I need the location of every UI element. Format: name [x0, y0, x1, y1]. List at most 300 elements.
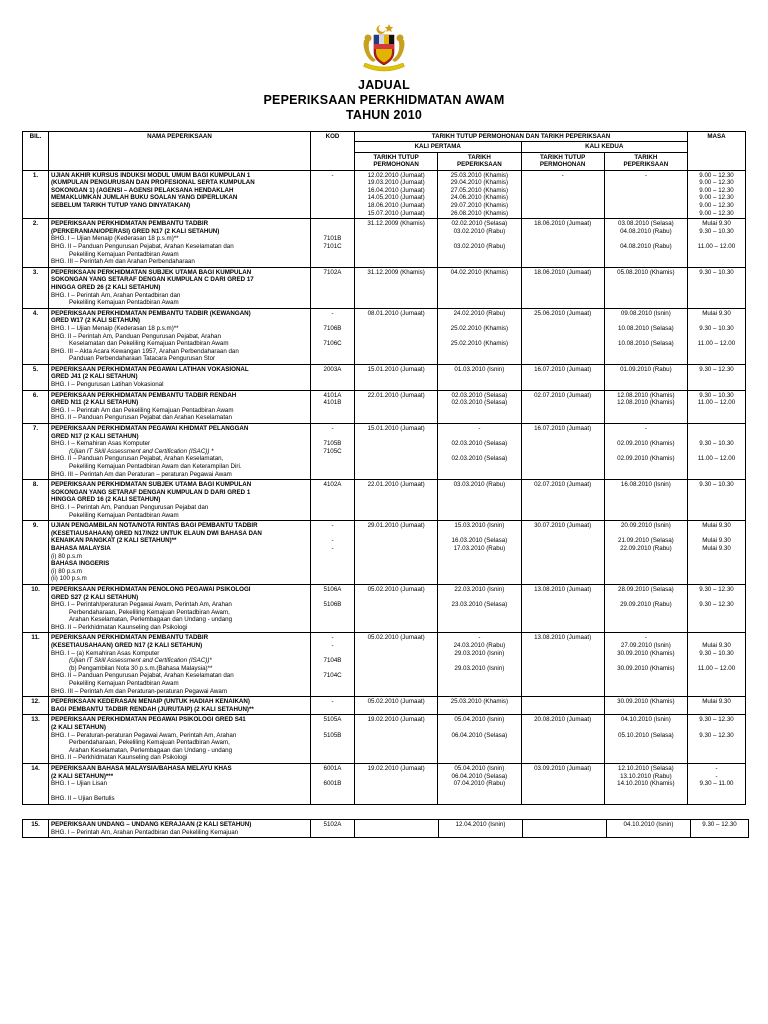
- cell-peperiksaan-pertama-line: 29.07.2010 (Khamis): [450, 202, 509, 209]
- nama-line: KENAIKAN PANGKAT (2 KALI SETAHUN)**: [51, 537, 177, 545]
- exam-schedule-table-continued: [22, 819, 749, 838]
- nama-line: PEPERIKSAAN PERKHIDMATAN SUBJEK UTAMA BAGI KUMPULAN: [51, 481, 252, 489]
- cell-peperiksaan-pertama-line: 25.03.2010 (Khamis): [450, 698, 509, 706]
- nama-line: (KESETIAUSAHAAN) GRED N17/N22 UNTUK ELAUN DWI BAHASA DAN: [51, 529, 262, 537]
- cell-peperiksaan-kedua-line: 12.10.2010 (Selasa): [618, 764, 674, 772]
- nama-line: (i) 80 p.s.m: [51, 552, 82, 560]
- nama-line: BAGI PEMBANTU TADBIR RENDAH (JURUTAIP) (2 KALI SETAHUN)**: [51, 705, 254, 713]
- cell-peperiksaan-kedua: [604, 364, 687, 390]
- cell-masa-line: 9.30 – 11.00: [699, 780, 734, 788]
- nama-line: PEPERIKSAAN KEDERASAN MENAIP (UNTUK HADIAH KENAIKAN): [51, 698, 250, 706]
- cell-masa-line: 9.30 – 12.30: [699, 601, 734, 609]
- cell-masa-line: [690, 235, 743, 243]
- cell-tutup-kedua: [521, 364, 604, 390]
- cell-peperiksaan-pertama-line: 26.08.2010 (Khamis): [450, 209, 509, 217]
- cell-tutup-pertama-line: 19.02.2010 (Jumaat): [367, 764, 425, 772]
- table-row: [23, 364, 746, 390]
- cell-masa-line: 9.30 – 10.30: [699, 391, 734, 399]
- table-row: [23, 715, 746, 764]
- cell-kod: [311, 819, 355, 837]
- cell-bil: 6.: [23, 390, 49, 423]
- cell-masa-line: Mulai 9.30: [702, 642, 731, 650]
- cell-peperiksaan-pertama-line: 06.04.2010 (Selasa): [451, 772, 508, 780]
- col-header-tarikh-group: TARIKH TUTUP PERMOHONAN DAN TARIKH PEPERIKSAAN: [355, 132, 688, 142]
- cell-peperiksaan-pertama-line: 25.02.2010 (Khamis): [450, 340, 509, 348]
- cell-tutup-kedua: [521, 763, 604, 804]
- cell-tutup-kedua: [523, 819, 607, 837]
- cell-tutup-pertama: [355, 521, 438, 585]
- cell-tutup-kedua-line: [525, 821, 604, 829]
- cell-tutup-kedua: [521, 424, 604, 480]
- cell-masa-line: [690, 425, 743, 433]
- cell-tutup-pertama: [355, 480, 438, 521]
- cell-masa: [688, 633, 746, 697]
- cell-tutup-kedua: [521, 521, 604, 585]
- cell-peperiksaan-pertama-line: 29.03.2010 (Isnin): [454, 649, 505, 657]
- cell-masa-line: 9.30 – 12.30: [699, 716, 734, 724]
- cell-peperiksaan-pertama-line: 05.04.2010 (Isnin): [454, 716, 505, 724]
- nama-line: BHG. I – Perintah Am dan Pekeliling Kemajuan Pentadbiran Awam: [51, 406, 234, 414]
- table-row: [23, 390, 746, 423]
- table-row: [23, 697, 746, 715]
- cell-nama-peperiksaan: [49, 763, 311, 804]
- cell-peperiksaan-pertama-line: [440, 333, 518, 341]
- cell-tutup-pertama-line: 14.05.2010 (Jumaat): [367, 194, 425, 202]
- cell-nama-peperiksaan: [49, 584, 311, 633]
- cell-tutup-pertama-line: 12.02.2010 (Jumaat): [367, 171, 425, 179]
- nama-line: GRED J41 (2 KALI SETAHUN): [51, 373, 138, 381]
- cell-peperiksaan-pertama-line: 04.02.2010 (Khamis): [450, 268, 509, 276]
- title-line-1: JADUAL: [358, 78, 410, 92]
- cell-peperiksaan-pertama-line: 17.03.2010 (Rabu): [453, 544, 506, 552]
- nama-line: BHG. I – Ujian Lisan: [51, 780, 108, 788]
- nama-line: PEPERIKSAAN PERKHIDMATAN SUBJEK UTAMA BAGI KUMPULAN: [51, 268, 252, 276]
- cell-nama-peperiksaan: [49, 633, 311, 697]
- cell-kod-line: [313, 317, 352, 325]
- cell-masa: [688, 170, 746, 219]
- nama-line: BHG. I – Ujian Menaip (Kederasan 18 p.s.m)**: [51, 324, 179, 332]
- cell-tutup-kedua-line: 13.08.2010 (Jumaat): [534, 634, 592, 642]
- cell-peperiksaan-pertama: [438, 633, 521, 697]
- cell-kod-line: -: [331, 698, 334, 706]
- cell-tutup-kedua-line: 03.09.2010 (Jumaat): [534, 764, 592, 772]
- cell-peperiksaan-kedua-line: [607, 317, 685, 325]
- cell-peperiksaan-pertama-line: [440, 594, 518, 602]
- cell-nama-peperiksaan: [49, 364, 311, 390]
- cell-peperiksaan-pertama: [438, 424, 521, 480]
- cell-tutup-pertama-line: 18.06.2010 (Jumaat): [367, 202, 425, 209]
- cell-bil: 5.: [23, 364, 49, 390]
- cell-masa: [688, 521, 746, 585]
- cell-masa: [688, 584, 746, 633]
- cell-peperiksaan-pertama: [438, 715, 521, 764]
- cell-peperiksaan-kedua-line: 09.08.2010 (Isnin): [620, 309, 671, 317]
- cell-peperiksaan-kedua-line: 01.09.2010 (Rabu): [620, 365, 672, 373]
- table-body: [23, 170, 746, 804]
- cell-peperiksaan-kedua-line: 16.08.2010 (Isnin): [620, 481, 671, 489]
- cell-kod-line: 4102A: [323, 481, 342, 489]
- cell-peperiksaan-kedua: [604, 170, 687, 219]
- cell-tutup-pertama-line: 08.01.2010 (Jumaat): [367, 309, 425, 317]
- cell-kod-line: 7101B: [323, 235, 342, 243]
- cell-masa-line: [690, 333, 743, 341]
- cell-tutup-kedua: [521, 584, 604, 633]
- col-header-pep-1: TARIKH PEPERIKSAAN: [438, 152, 521, 170]
- cell-peperiksaan-kedua-line: 02.09.2010 (Khamis): [617, 455, 675, 463]
- cell-tutup-kedua: [521, 697, 604, 715]
- col-header-pep-2: TARIKH PEPERIKSAAN: [604, 152, 687, 170]
- table-row: [23, 219, 746, 268]
- cell-masa-line: 9.30 – 10.30: [699, 324, 734, 332]
- cell-kod-line: 4101A: [323, 391, 342, 399]
- cell-masa-line: -: [715, 764, 718, 772]
- cell-peperiksaan-pertama-line: 07.04.2010 (Rabu): [453, 780, 506, 788]
- nama-line: SOKONGAN 1) (AGENSI – AGENSI PELAKSANA HENDAKLAH: [51, 186, 234, 194]
- cell-peperiksaan-kedua-line: 29.09.2010 (Rabu): [620, 601, 672, 609]
- cell-peperiksaan-kedua-line: 27.09.2010 (Isnin): [620, 642, 671, 650]
- nama-line: BHG. III – Akta Acara Kewangan 1957, Arahan Perbendaharaan dan: [51, 347, 239, 355]
- cell-kod-line: 7102A: [323, 268, 342, 276]
- cell-kod-line: -: [331, 425, 334, 433]
- cell-kod: [311, 697, 355, 715]
- cell-bil: 4.: [23, 308, 49, 364]
- cell-peperiksaan-kedua-line: 30.09.2010 (Khamis): [617, 649, 675, 657]
- cell-peperiksaan-pertama-line: [440, 317, 518, 325]
- cell-peperiksaan-kedua-line: 14.10.2010 (Khamis): [617, 780, 675, 788]
- cell-peperiksaan-kedua-line: [607, 235, 685, 243]
- cell-tutup-pertama: [355, 267, 438, 308]
- cell-tutup-pertama-line: 15.07.2010 (Jumaat): [367, 209, 425, 217]
- cell-masa-line: 9.30 – 10.30: [699, 649, 734, 657]
- cell-tutup-pertama-line: 19.02.2010 (Jumaat): [367, 716, 425, 724]
- nama-line: (KESETIAUSAHAAN) GRED N17 (2 KALI SETAHUN): [51, 642, 203, 650]
- nama-line: PEPERIKSAAN PERKHIDMATAN PEMBANTU TADBIR: [51, 634, 209, 642]
- cell-peperiksaan-pertama: [438, 364, 521, 390]
- cell-peperiksaan-kedua-line: 04.08.2010 (Rabu): [620, 227, 672, 235]
- cell-peperiksaan-kedua-line: 28.09.2010 (Selasa): [618, 585, 674, 593]
- nama-line: Perbendaharaan, Pekeliling Kemajuan Pentadbiran Awam,: [69, 739, 230, 747]
- cell-kod: [311, 633, 355, 697]
- nama-line: Panduan Perbendaharaan Tatacara Pengurusan Stor: [69, 355, 216, 363]
- cell-peperiksaan-pertama: [438, 267, 521, 308]
- cell-kod-line: 7104C: [323, 672, 342, 680]
- cell-masa-line: 9.30 – 10.30: [699, 440, 734, 448]
- cell-kod: [311, 364, 355, 390]
- cell-tutup-pertama: [355, 219, 438, 268]
- nama-line: BHG. II – Panduan Pengurusan Pejabat, Arahan Keselamatan dan: [51, 672, 234, 680]
- col-header-tutup-2: TARIKH TUTUP PERMOHONAN: [521, 152, 604, 170]
- cell-bil: 2.: [23, 219, 49, 268]
- cell-peperiksaan-pertama-line: 16.03.2010 (Selasa): [451, 537, 508, 545]
- cell-kod: [311, 715, 355, 764]
- nama-line: BAHASA INGGERIS: [51, 560, 110, 568]
- cell-peperiksaan-kedua: [604, 763, 687, 804]
- cell-peperiksaan-pertama-line: 05.04.2010 (Isnin): [454, 764, 505, 772]
- cell-masa-line: 9.30 – 10.30: [699, 268, 734, 276]
- cell-peperiksaan-pertama-line: [440, 657, 518, 665]
- cell-masa-line: 11.00 – 12.00: [697, 664, 736, 672]
- cell-peperiksaan-kedua: [604, 308, 687, 364]
- nama-line: BHG. II – Ujian Bertulis: [51, 795, 115, 803]
- cell-tutup-kedua-line: [524, 698, 602, 706]
- nama-line: PEPERIKSAAN PERKHIDMATAN PEMBANTU TADBIR (KEWANGAN): [51, 309, 251, 317]
- nama-line: Pekeliling Kemajuan Pentadbiran Awam: [69, 680, 179, 688]
- nama-line: SEBELUM TARIKH TUTUP YANG DINYATAKAN): [51, 202, 191, 209]
- cell-kod-line: -: [331, 642, 334, 650]
- cell-tutup-pertama: [355, 390, 438, 423]
- nama-line: PEPERIKSAAN UNDANG – UNDANG KERAJAAN (2 KALI SETAHUN): [51, 820, 252, 828]
- cell-kod-line: [313, 530, 352, 538]
- cell-peperiksaan-pertama-line: 24.02.2010 (Rabu): [453, 309, 506, 317]
- cell-tutup-kedua: [521, 390, 604, 423]
- table-row: [23, 521, 746, 585]
- nama-line: BHG. I – Kemahiran Asas Komputer: [51, 440, 151, 448]
- cell-peperiksaan-pertama: [438, 170, 521, 219]
- cell-masa-line: 9.00 – 12.30: [699, 186, 734, 194]
- cell-kod: [311, 424, 355, 480]
- cell-kod: [311, 521, 355, 585]
- cell-kod-line: 5105A: [323, 716, 342, 724]
- cell-kod-line: [313, 650, 352, 658]
- crest-container: [22, 22, 746, 74]
- table-row: [23, 819, 749, 837]
- cell-tutup-kedua-line: 16.07.2010 (Jumaat): [534, 425, 592, 433]
- cell-kod-line: 7105C: [323, 447, 342, 455]
- cell-masa-line: Mulai 9.30: [702, 309, 731, 317]
- cell-kod-line: [313, 773, 352, 781]
- cell-tutup-kedua: [521, 715, 604, 764]
- cell-masa-line: [690, 634, 743, 642]
- cell-tutup-pertama: [355, 697, 438, 715]
- cell-masa: [688, 364, 746, 390]
- cell-kod-line: 5106A: [323, 585, 342, 593]
- cell-masa: [688, 390, 746, 423]
- nama-line: SOKONGAN YANG SETARAF DENGAN KUMPULAN D DARI GRED 1: [51, 488, 251, 496]
- cell-bil: 11.: [23, 633, 49, 697]
- nama-line: Pekeliling Kemajuan Pentadbiran Awam: [69, 511, 179, 519]
- cell-peperiksaan-kedua-line: 10.08.2010 (Selasa): [618, 324, 674, 332]
- cell-masa-line: -: [715, 772, 718, 780]
- nama-line: BHG. II – Panduan Pengurusan Pejabat, Arahan Keselamatan,: [51, 455, 224, 463]
- cell-masa-line: 9.00 – 12.30: [699, 171, 734, 179]
- nama-line: BHG. I – Perintah Am, Arahan Pentadbiran dan Pekeliling Kemajuan: [51, 828, 239, 836]
- cell-peperiksaan-kedua-line: 03.08.2010 (Selasa): [618, 220, 674, 228]
- cell-masa-line: Mulai 9.30: [702, 698, 731, 706]
- cell-kod-line: -: [331, 522, 334, 530]
- nama-line: BAHASA MALAYSIA: [51, 544, 111, 552]
- cell-tutup-kedua-line: 02.07.2010 (Jumaat): [534, 481, 592, 489]
- nama-line: (b) Pengambilan Nota 30 p.s.m.(Bahasa Malaysia)**: [69, 664, 213, 672]
- cell-peperiksaan-kedua: [604, 633, 687, 697]
- cell-tutup-pertama-line: 16.04.2010 (Jumaat): [367, 186, 425, 194]
- cell-masa-line: [690, 724, 743, 732]
- cell-peperiksaan-kedua: [604, 584, 687, 633]
- col-header-kod: KOD: [311, 132, 355, 171]
- nama-line: PEPERIKSAAN PERKHIDMATAN PEGAWAI PSIKOLOGI GRED S41: [51, 716, 246, 724]
- cell-masa-line: 9.00 – 12.30: [699, 179, 734, 187]
- col-header-nama: NAMA PEPERIKSAAN: [49, 132, 311, 171]
- nama-line: HINGGA GRED 16 (2 KALI SETAHUN): [51, 496, 161, 504]
- cell-tutup-pertama: [355, 584, 438, 633]
- cell-tutup-pertama: [355, 170, 438, 219]
- cell-peperiksaan-kedua-line: 05.08.2010 (Khamis): [617, 268, 675, 276]
- cell-bil: 9.: [23, 521, 49, 585]
- cell-tutup-pertama: [355, 819, 439, 837]
- cell-peperiksaan-kedua-line: 12.08.2010 (Khamis): [617, 391, 675, 399]
- cell-kod: [311, 170, 355, 219]
- cell-peperiksaan-pertama: [438, 480, 521, 521]
- table-row: [23, 633, 746, 697]
- nama-line: BHG. I – Ujian Menaip (Kederasan 18 p.s.m)**: [51, 235, 179, 243]
- cell-kod-line: 6001A: [323, 764, 342, 772]
- cell-kod-line: [313, 433, 352, 441]
- cell-peperiksaan-kedua-line: [607, 433, 685, 441]
- cell-peperiksaan-pertama-line: 24.03.2010 (Rabu): [453, 642, 506, 650]
- cell-peperiksaan-kedua: [604, 697, 687, 715]
- cell-peperiksaan-pertama: [438, 308, 521, 364]
- cell-tutup-pertama-line: 05.02.2010 (Jumaat): [367, 585, 425, 593]
- nama-line: UJIAN PENGAMBILAN NOTA/NOTA RINTAS BAGI PEMBANTU TADBIR: [51, 522, 258, 530]
- nama-line: Keselamatan dan Pekeliling Kemajuan Pentadbiran Awam: [69, 340, 229, 348]
- cell-peperiksaan-pertama-line: [440, 448, 518, 456]
- cell-peperiksaan-pertama-line: 03.03.2010 (Rabu): [453, 481, 506, 489]
- nama-line: PEPERIKSAAN PERKHIDMATAN PEGAWAI LATIHAN VOKASIONAL: [51, 365, 249, 373]
- cell-peperiksaan-pertama-line: 29.03.2010 (Isnin): [454, 664, 505, 672]
- cell-tutup-kedua: [521, 480, 604, 521]
- cell-kod: [311, 480, 355, 521]
- cell-peperiksaan-pertama-line: 24.06.2010 (Khamis): [450, 194, 509, 202]
- cell-kod-line: -: [331, 634, 334, 642]
- cell-peperiksaan-pertama-line: 03.02.2010 (Rabu): [453, 227, 506, 235]
- cell-masa: [691, 819, 749, 837]
- cell-masa-line: 9.30 – 12.30: [699, 731, 734, 739]
- table-row: [23, 267, 746, 308]
- cell-peperiksaan-pertama: [438, 390, 521, 423]
- cell-kod: [311, 308, 355, 364]
- nama-line: BHG. I – Pengurusan Latihan Vokasional: [51, 381, 164, 389]
- nama-line: (2 KALI SETAHUN)***: [51, 772, 114, 780]
- cell-tutup-kedua-line: 25.06.2010 (Jumaat): [534, 309, 592, 317]
- cell-masa-line: 9.30 – 12.30: [699, 365, 734, 373]
- cell-peperiksaan-pertama: [438, 521, 521, 585]
- cell-peperiksaan-pertama-line: [440, 235, 518, 243]
- cell-peperiksaan-pertama-line: 27.05.2010 (Khamis): [450, 186, 509, 194]
- cell-kod-line: [313, 220, 352, 228]
- table-header: [23, 132, 746, 171]
- cell-masa-line: 9.00 – 12.30: [699, 202, 734, 209]
- cell-kod-line: [313, 594, 352, 602]
- cell-nama-peperiksaan: [49, 819, 311, 837]
- cell-peperiksaan-pertama-line: 23.03.2010 (Selasa): [451, 601, 508, 609]
- cell-masa-line: [690, 530, 743, 538]
- cell-kod-line: 7104B: [323, 657, 342, 665]
- cell-nama-peperiksaan: [49, 424, 311, 480]
- nama-line: PEPERIKSAAN PERKHIDMATAN PEMBANTU TADBIR RENDAH: [51, 391, 237, 399]
- col-header-tutup-1: TARIKH TUTUP PERMOHONAN: [355, 152, 438, 170]
- cell-tutup-pertama-line: 15.01.2010 (Jumaat): [367, 365, 425, 373]
- table-row: [23, 763, 746, 804]
- cell-masa: [688, 715, 746, 764]
- cell-peperiksaan-pertama-line: 02.03.2010 (Selasa): [451, 440, 508, 448]
- cell-kod-line: 5105B: [323, 731, 342, 739]
- cell-masa-line: [690, 448, 743, 456]
- col-header-kali-kedua: KALI KEDUA: [521, 142, 688, 152]
- cell-kod-line: -: [331, 171, 334, 179]
- nama-line: Arahan Keselamatan, Perlembagaan dan Undang - undang: [69, 746, 233, 754]
- cell-tutup-kedua-line: -: [561, 171, 564, 179]
- cell-peperiksaan-kedua-line: 04.10.2010 (Isnin): [623, 820, 674, 828]
- table-row: [23, 584, 746, 633]
- cell-masa-line: 9.30 – 10.30: [699, 481, 734, 489]
- cell-peperiksaan-pertama-line: 25.03.2010 (Khamis): [450, 171, 509, 179]
- malaysia-coat-of-arms-icon: [361, 22, 407, 74]
- nama-line: Arahan Keselamatan, Perlembagaan dan Undang - undang: [69, 616, 233, 624]
- table-row: [23, 480, 746, 521]
- cell-masa-line: 11.00 – 12.00: [697, 242, 736, 250]
- cell-peperiksaan-kedua-line: 21.09.2010 (Selasa): [618, 537, 674, 545]
- cell-tutup-pertama-line: 29.01.2010 (Jumaat): [367, 522, 425, 530]
- nama-line: PEPERIKSAAN BAHASA MALAYSIA/BAHASA MELAYU KHAS: [51, 764, 232, 772]
- cell-peperiksaan-kedua-line: 04.08.2010 (Rabu): [620, 242, 672, 250]
- cell-peperiksaan-pertama-line: 06.04.2010 (Selasa): [451, 731, 508, 739]
- cell-peperiksaan-kedua: [604, 715, 687, 764]
- cell-kod: [311, 267, 355, 308]
- cell-bil: 7.: [23, 424, 49, 480]
- nama-line: BHG. I – Peraturan-peraturan Pegawai Awam, Perintah Am, Arahan: [51, 731, 237, 739]
- cell-tutup-pertama-line: 15.01.2010 (Jumaat): [367, 425, 425, 433]
- cell-nama-peperiksaan: [49, 697, 311, 715]
- cell-masa-line: [690, 433, 743, 441]
- nama-line: BHG. II – Panduan Pengurusan Pejabat, Arahan Keselamatan dan: [51, 242, 234, 250]
- cell-peperiksaan-kedua-line: [607, 724, 685, 732]
- cell-kod: [311, 390, 355, 423]
- cell-masa-line: [690, 594, 743, 602]
- nama-line: GRED S27 (2 KALI SETAHUN): [51, 593, 139, 601]
- nama-line: GRED W17 (2 KALI SETAHUN): [51, 317, 140, 325]
- cell-peperiksaan-kedua-line: [607, 594, 685, 602]
- cell-kod: [311, 219, 355, 268]
- nama-line: BHG. I – (a) Kemahiran Asas Komputer: [51, 649, 160, 657]
- cell-masa: [688, 763, 746, 804]
- cell-tutup-pertama: [355, 633, 438, 697]
- cell-peperiksaan-pertama-line: 02.03.2010 (Selasa): [451, 399, 508, 407]
- nama-line: BHG. I – Perintah Am, Arahan Pentadbiran dan: [51, 291, 181, 299]
- cell-tutup-pertama: [355, 763, 438, 804]
- cell-masa-line: [690, 317, 743, 325]
- nama-line: MEMAKLUMKAN JUMLAH BUKU SOALAN YANG DIPERLUKAN: [51, 194, 238, 202]
- cell-peperiksaan-kedua-line: 10.08.2010 (Selasa): [618, 340, 674, 348]
- nama-line: BHG. I – Perintah/peraturan Pegawai Awam, Perintah Am, Arahan: [51, 601, 232, 609]
- cell-kod-line: 2003A: [323, 365, 342, 373]
- cell-peperiksaan-kedua: [604, 267, 687, 308]
- cell-peperiksaan-pertama: [438, 584, 521, 633]
- cell-kod-line: 7105B: [323, 440, 342, 448]
- cell-peperiksaan-kedua-line: 20.09.2010 (Isnin): [620, 522, 671, 530]
- cell-peperiksaan-kedua-line: 22.09.2010 (Rabu): [620, 544, 672, 552]
- cell-masa: [688, 697, 746, 715]
- cell-masa: [688, 267, 746, 308]
- cell-tutup-pertama: [355, 424, 438, 480]
- table-row: [23, 308, 746, 364]
- nama-line: PEPERIKSAAN PERKHIDMATAN PEGAWAI KHIDMAT PELANGGAN: [51, 425, 249, 433]
- cell-tutup-kedua: [521, 308, 604, 364]
- col-header-masa: MASA: [688, 132, 746, 171]
- cell-peperiksaan-kedua: [604, 521, 687, 585]
- cell-kod-line: 5106B: [323, 601, 342, 609]
- cell-peperiksaan-kedua-line: [607, 333, 685, 341]
- cell-masa-line: Mulai 9.30: [702, 522, 731, 530]
- cell-masa-line: 9.00 – 12.30: [699, 209, 734, 217]
